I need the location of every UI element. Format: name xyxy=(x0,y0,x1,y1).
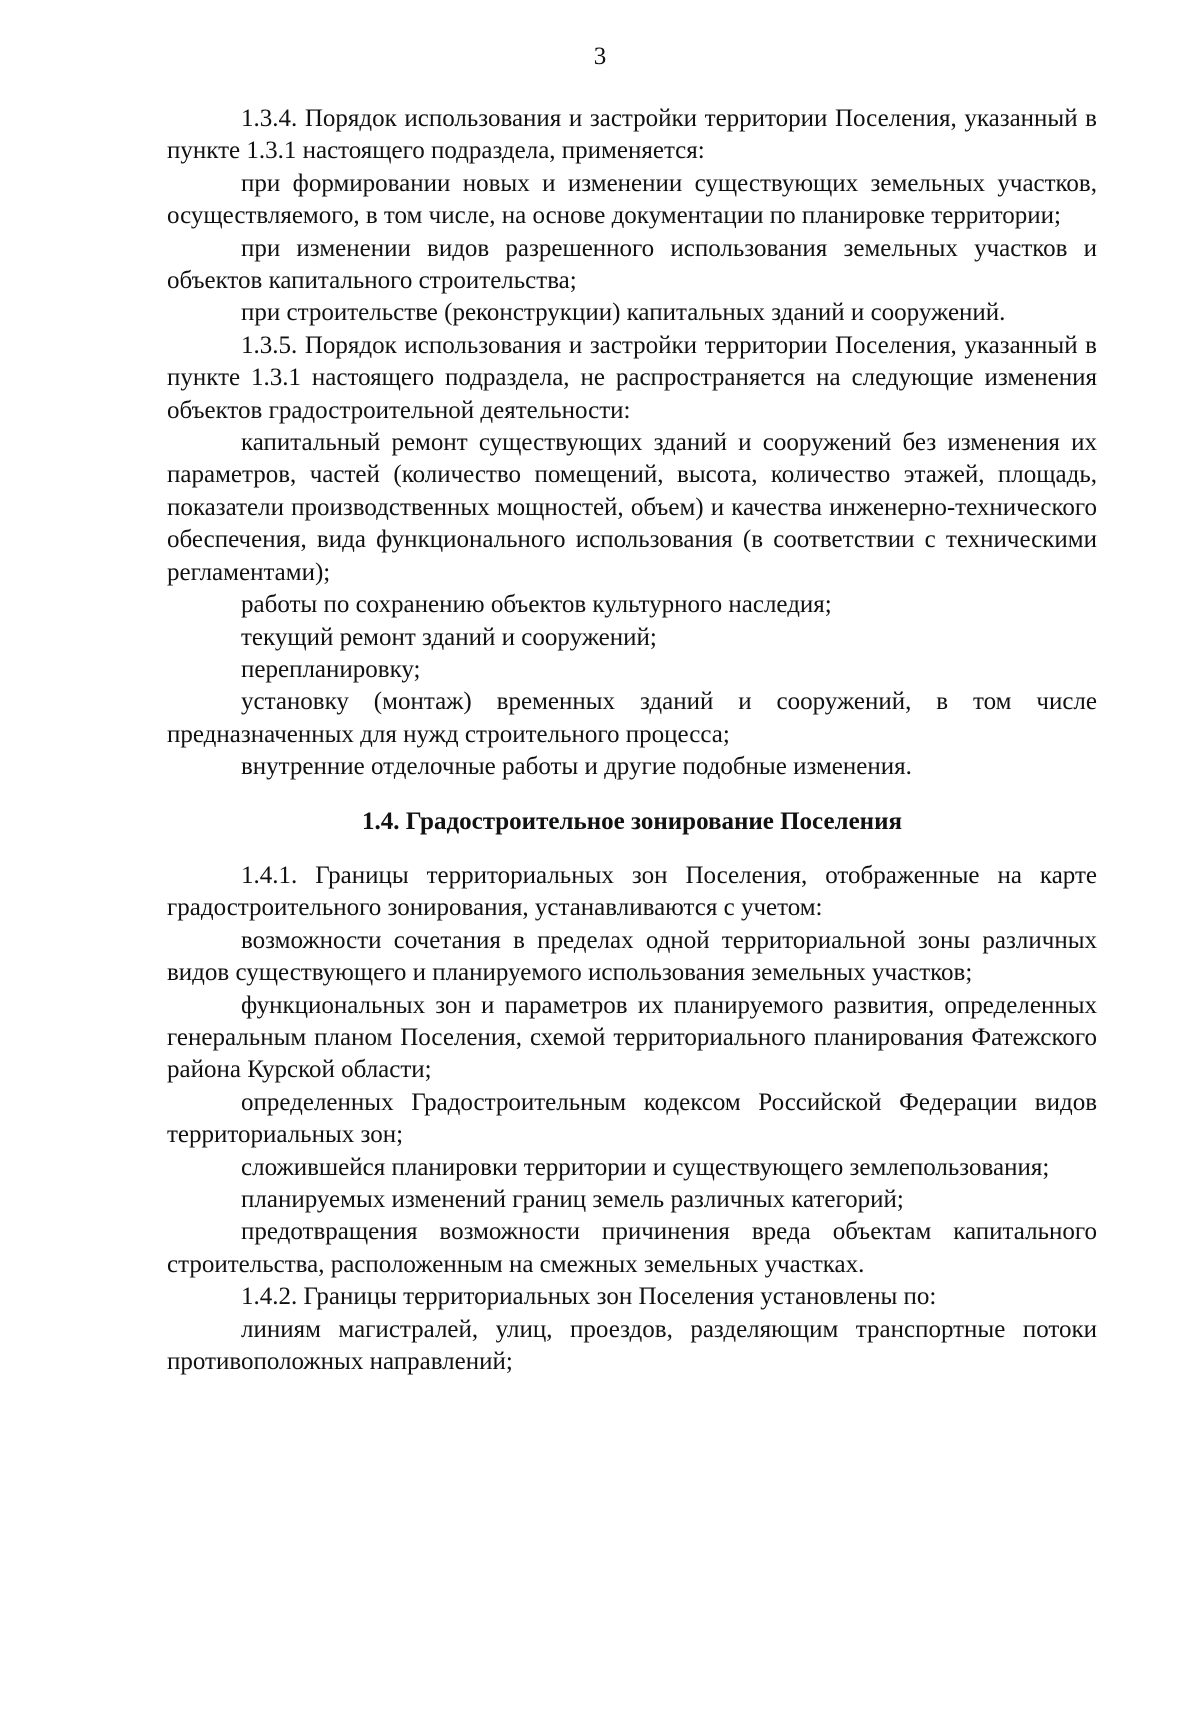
paragraph-item: функциональных зон и параметров их планируемого развития, определенных генеральным планом Поселения, схемой территориального планирования Фатежского района Курской области; xyxy=(167,991,1097,1084)
paragraph-item: внутренние отделочные работы и другие подобные изменения. xyxy=(241,753,912,781)
paragraph-item: возможности сочетания в пределах одной территориальной зоны различных видов существующего и планируемого использования земельных участков; xyxy=(167,926,1097,987)
paragraph-item: капитальный ремонт существующих зданий и сооружений без изменения их параметров, частей (количество помещений, высота, количество этажей, площадь, показатели производственных мощностей, объем) и качества инженерно-технического обеспечения, вида функционального использования (в соответствии с техническими регламентами); xyxy=(167,429,1097,586)
paragraph-item: линиям магистралей, улиц, проездов, разделяющим транспортные потоки противоположных направлений; xyxy=(167,1315,1097,1376)
page-number: 3 xyxy=(593,43,607,70)
paragraph-item: при изменении видов разрешенного использования земельных участков и объектов капитального строительства; xyxy=(167,234,1097,295)
paragraph-1-3-4: 1.3.4. Порядок использования и застройки территории Поселения, указанный в пункте 1.3.1 настоящего подраздела, применяется: xyxy=(167,105,1097,165)
paragraph-item: текущий ремонт зданий и сооружений; xyxy=(241,623,657,651)
paragraph-item: работы по сохранению объектов культурного наследия; xyxy=(241,591,832,619)
paragraph-item: при строительстве (реконструкции) капитальных зданий и сооружений. xyxy=(241,299,1006,327)
section-heading-1-4: 1.4. Градостроительное зонирование Поселения xyxy=(361,807,903,835)
paragraph-item: определенных Градостроительным кодексом Российской Федерации видов территориальных зон; xyxy=(167,1088,1097,1149)
paragraph-1-4-1: 1.4.1. Границы территориальных зон Поселения, отображенные на карте градостроительного зонирования, устанавливаются с учетом: xyxy=(167,861,1097,922)
document-body xyxy=(167,103,1097,1378)
paragraph-item: перепланировку; xyxy=(241,655,421,683)
paragraph-item: при формировании новых и изменении существующих земельных участков, осуществляемого, в том числе, на основе документации по планировке территории; xyxy=(167,169,1097,230)
paragraph-item: установку (монтаж) временных зданий и сооружений, в том числе предназначенных для нужд строительного процесса; xyxy=(167,688,1097,748)
paragraph-item: предотвращения возможности причинения вреда объектам капитального строительства, расположенным на смежных земельных участках. xyxy=(167,1218,1097,1278)
paragraph-1-4-2: 1.4.2. Границы территориальных зон Поселения установлены по: xyxy=(241,1283,937,1311)
paragraph-1-3-5: 1.3.5. Порядок использования и застройки территории Поселения, указанный в пункте 1.3.1 настоящего подраздела, не распространяется на следующие изменения объектов градостроительной деятельности: xyxy=(167,331,1097,424)
paragraph-item: планируемых изменений границ земель различных категорий; xyxy=(241,1186,904,1213)
paragraph-item: сложившейся планировки территории и существующего землепользования; xyxy=(241,1153,1050,1181)
